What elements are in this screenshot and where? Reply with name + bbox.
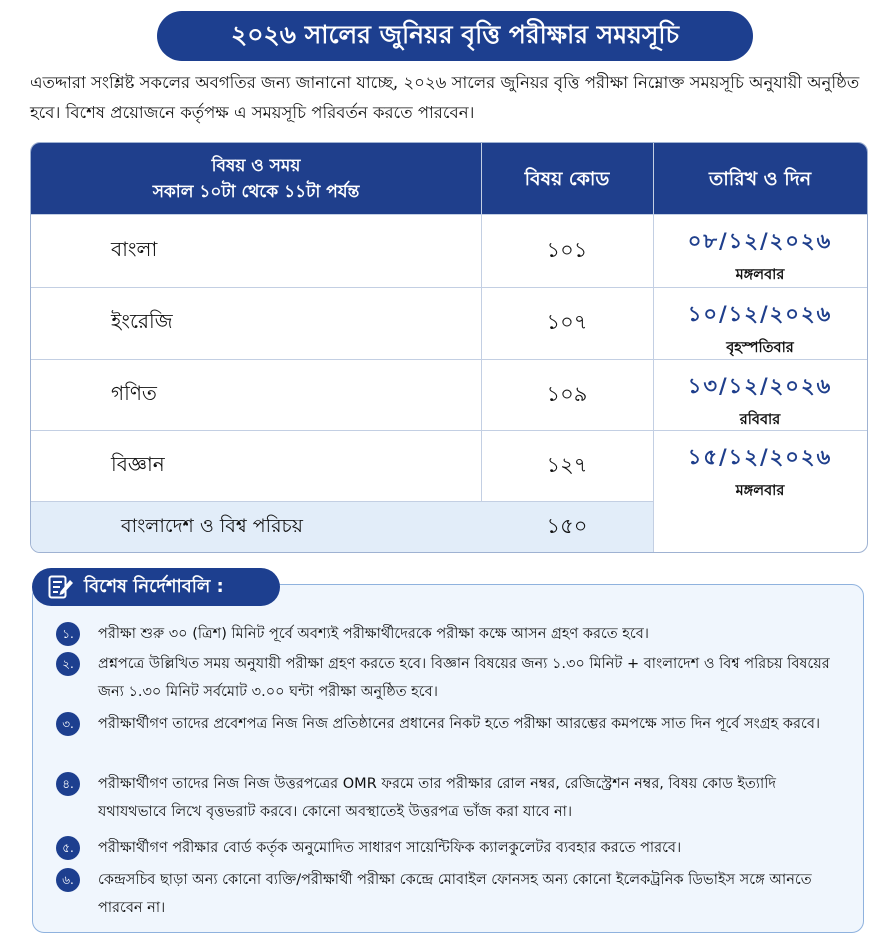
- item-text: পরীক্ষার্থীগণ তাদের প্রবেশপত্র নিজ নিজ প্রতিষ্ঠানের প্রধানের নিকট হতে পরীক্ষা আরম্ভের কমপক্ষে সাত দিন পূর্বে সংগ্রহ করবে।: [98, 716, 821, 732]
- table-row: [31, 501, 653, 553]
- date-cell: [653, 287, 867, 359]
- date-cell: [653, 214, 867, 287]
- header-date: তারিখ ও দিন: [708, 167, 812, 190]
- header-code: বিষয় কোড: [524, 167, 610, 190]
- subject-cell: গণিত: [111, 380, 157, 405]
- table-row: [31, 430, 653, 501]
- exam-date: ০৮/১২/২০২৬: [687, 229, 833, 253]
- header-subject-title: বিষয় ও সময়: [211, 155, 301, 176]
- exam-date: ১৩/১২/২০২৬: [687, 374, 833, 398]
- item-number: ৬.: [56, 868, 80, 892]
- exam-date: ১০/১২/২০২৬: [687, 302, 833, 326]
- intro-paragraph: এতদ্দারা সংশ্লিষ্ট সকলের অবগতির জন্য জানানো যাচ্ছে, ২০২৬ সালের জুনিয়র বৃত্তি পরীক্ষা নিম্নোক্ত সময়সূচি অনুযায়ী অনুষ্ঠিত হবে। বিশেষ প্রয়োজনে কর্তৃপক্ষ এ সময়সূচি পরিবর্তন করতে পারবেন।: [30, 73, 860, 122]
- item-number: ৫.: [56, 836, 80, 860]
- item-number: ১.: [56, 622, 80, 646]
- exam-date: ১৫/১২/২০২৬: [687, 445, 833, 469]
- table-header: [31, 143, 867, 214]
- exam-day: মঙ্গলবার: [735, 267, 785, 283]
- subject-cell: বিজ্ঞান: [111, 451, 165, 476]
- code-cell: ১০৯: [546, 381, 588, 406]
- instructions-heading: [32, 568, 280, 606]
- item-text: পরীক্ষা শুরু ৩০ (ত্রিশ) মিনিট পূর্বে অবশ্যই পরীক্ষার্থীদেরকে পরীক্ষা কক্ষে আসন গ্রহণ করতে হবে।: [98, 626, 649, 642]
- code-cell: ১০৭: [546, 310, 588, 334]
- header-subject: [31, 143, 481, 214]
- item-text: পরীক্ষার্থীগণ তাদের নিজ নিজ উত্তরপত্রের OMR ফরমে তার পরীক্ষার রোল নম্বর, রেজিস্ট্রেশন নম্বর, বিষয় কোড ইত্যাদি যথাযথভাবে লিখে বৃত্তভরাট করবে। কোনো অবস্থাতেই উত্তরপত্র ভাঁজ করা যাবে না।: [98, 776, 776, 820]
- item-text: পরীক্ষার্থীগণ পরীক্ষার বোর্ড কর্তৃক অনুমোদিত সাধারণ সায়েন্টিফিক ক্যালকুলেটর ব্যবহার করতে পারবে।: [98, 840, 682, 856]
- header-subject-time: সকাল ১০টা থেকে ১১টা পর্যন্ত: [152, 181, 360, 202]
- document-edit-icon: [48, 575, 74, 599]
- exam-day: রবিবার: [739, 412, 781, 428]
- item-text: কেন্দ্রসচিব ছাড়া অন্য কোনো ব্যক্তি/পরীক্ষার্থী পরীক্ষা কেন্দ্রে মোবাইল ফোনসহ অন্য কোনো ইলেকট্রনিক ডিভাইস সঙ্গে আনতে পারবেন না।: [98, 872, 812, 916]
- table-row: [31, 287, 653, 359]
- code-cell: ১৫০: [546, 514, 588, 538]
- subject-cell: ইংরেজি: [111, 309, 173, 333]
- item-text: প্রশ্নপত্রে উল্লিখিত সময় অনুযায়ী পরীক্ষা গ্রহণ করতে হবে। বিজ্ঞান বিষয়ের জন্য ১.৩০ মিনিট + বাংলাদেশ ও বিশ্ব পরিচয় বিষয়ের জন্য ১.৩০ মিনিট সর্বমোট ৩.০০ ঘন্টা পরীক্ষা অনুষ্ঠিত হবে।: [98, 656, 830, 700]
- subject-cell: বাংলা: [111, 236, 158, 261]
- item-number: ২.: [56, 652, 80, 676]
- date-cell: [653, 430, 867, 553]
- page-title: ২০২৬ সালের জুনিয়র বৃত্তি পরীক্ষার সময়সূচি: [157, 11, 753, 61]
- item-number: ৪.: [56, 772, 80, 796]
- code-cell: ১২৭: [546, 452, 588, 477]
- code-cell: ১০১: [546, 237, 588, 262]
- table-row: [31, 359, 653, 430]
- exam-day: বৃহস্পতিবার: [726, 340, 794, 356]
- schedule-table: [30, 142, 868, 553]
- table-row: [31, 214, 653, 287]
- exam-day: মঙ্গলবার: [735, 483, 785, 499]
- item-number: ৩.: [56, 712, 80, 736]
- date-cell: [653, 359, 867, 430]
- subject-cell: বাংলাদেশ ও বিশ্ব পরিচয়: [121, 514, 303, 537]
- instructions-heading-text: বিশেষ নির্দেশাবলি :: [84, 575, 224, 597]
